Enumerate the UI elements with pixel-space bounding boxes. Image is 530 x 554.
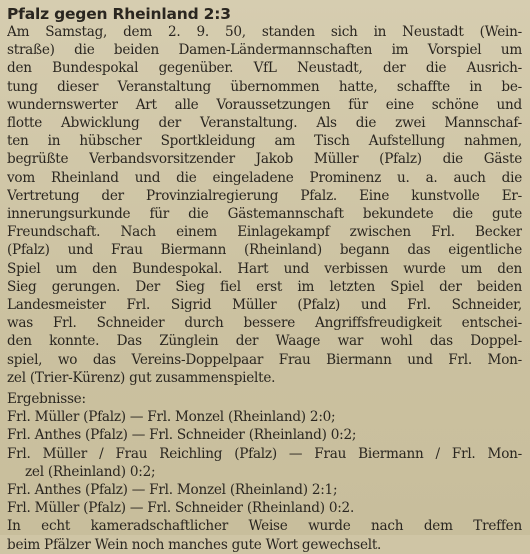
body-line: innerungsurkunde für die Gästemannschaft bekundete die gute bbox=[7, 206, 522, 223]
result-line-continuation: zel (Rheinland) 0:2; bbox=[25, 463, 156, 480]
body-line: Sieg gerungen. Der Sieg fiel erst im letzten Spiel der beiden bbox=[7, 278, 522, 295]
body-line: Landesmeister Frl. Sigrid Müller (Pfalz) und Frl. Schneider, bbox=[7, 297, 522, 314]
body-line: wundernswerter Art alle Voraussetzungen für eine schöne und bbox=[7, 96, 522, 113]
body-line: ten in hübscher Sportkleidung am Tisch Aufstellung nahmen, bbox=[7, 133, 522, 150]
body-line: den Bundespokal gegenüber. VfL Neustadt, der die Ausrich- bbox=[7, 60, 522, 77]
body-line: spiel, wo das Vereins-Doppelpaar Frau Biermann und Frl. Mon- bbox=[7, 351, 522, 368]
article-headline: Pfalz gegen Rheinland 2:3 bbox=[7, 5, 231, 23]
body-line: Freundschaft. Nach einem Einlagekampf zwischen Frl. Becker bbox=[7, 224, 522, 241]
article-body bbox=[7, 23, 522, 554]
body-line: Spiel um den Bundespokal. Hart und verbissen wurde um den bbox=[7, 260, 522, 277]
result-line: Frl. Anthes (Pfalz) — Frl. Monzel (Rheinland) 2:1; bbox=[7, 482, 338, 499]
body-line: vom Rheinland und die eingeladene Prominenz u. a. auch die bbox=[7, 169, 522, 186]
result-line: Frl. Müller / Frau Reichling (Pfalz) — Frau Biermann / Frl. Mon- bbox=[7, 445, 522, 462]
body-line: was Frl. Schneider durch bessere Angriffsfreudigkeit entschei- bbox=[7, 315, 522, 332]
body-line-last: zel (Trier-Kürenz) gut zusammenspielte. bbox=[7, 369, 276, 386]
result-line: Frl. Anthes (Pfalz) — Frl. Schneider (Rheinland) 0:2; bbox=[7, 427, 357, 444]
body-line: begrüßte Verbandsvorsitzender Jakob Müller (Pfalz) die Gäste bbox=[7, 151, 522, 168]
body-line: Am Samstag, dem 2. 9. 50, standen sich in Neustadt (Wein- bbox=[7, 24, 522, 40]
body-line: den konnte. Das Zünglein der Waage war wohl das Doppel- bbox=[7, 333, 522, 350]
body-line: Vertretung der Provinzialregierung Pfalz. Eine kunstvolle Er- bbox=[7, 187, 522, 204]
result-line: Frl. Müller (Pfalz) — Frl. Schneider (Rheinland) 0:2. bbox=[7, 500, 355, 517]
closing-line: In echt kameradschaftlicher Weise wurde nach dem Treffen bbox=[7, 518, 522, 535]
closing-line: beim Pfälzer Wein noch manches gute Wort gewechselt. bbox=[7, 536, 382, 553]
body-line: tung dieser Veranstaltung übernommen hatte, schaffte in be- bbox=[7, 78, 522, 95]
results-heading: Ergebnisse: bbox=[7, 391, 86, 408]
body-line: straße) die beiden Damen-Ländermannschaften im Vorspiel um bbox=[7, 42, 522, 59]
body-line: flotte Abwicklung der Veranstaltung. Als die zwei Mannschaf- bbox=[7, 115, 522, 132]
result-line: Frl. Müller (Pfalz) — Frl. Monzel (Rheinland) 2:0; bbox=[7, 409, 336, 426]
body-line: (Pfalz) und Frau Biermann (Rheinland) begann das eigentliche bbox=[7, 242, 522, 259]
